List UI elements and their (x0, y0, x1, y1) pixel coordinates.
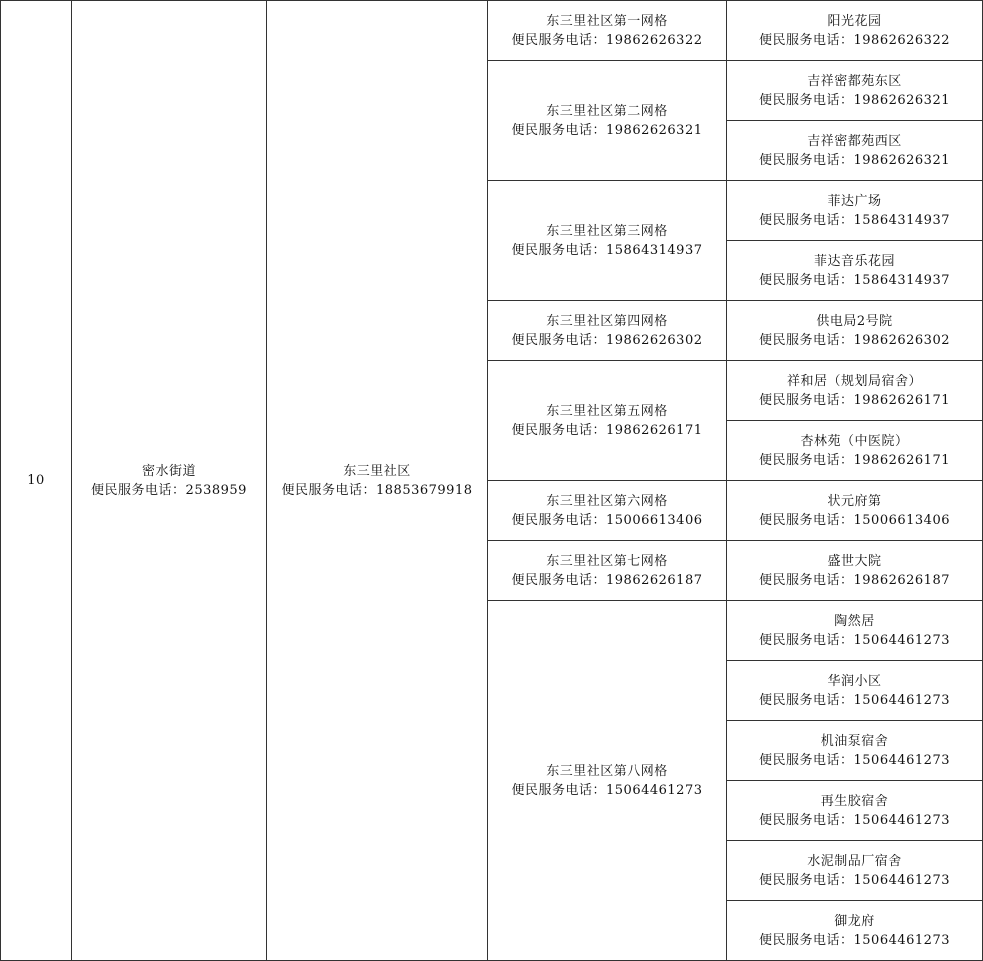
area-name: 杏林苑（中医院） (800, 433, 909, 449)
area-phone: 便民服务电话：19862626321 (759, 92, 950, 108)
grid-cell (488, 181, 727, 301)
area-name: 状元府第 (827, 493, 882, 509)
area-name: 吉祥密都苑西区 (807, 133, 902, 149)
area-phone: 便民服务电话：15064461273 (759, 752, 950, 768)
street-name: 密水街道 (141, 463, 196, 479)
area-phone: 便民服务电话：15006613406 (759, 512, 950, 528)
area-phone: 便民服务电话：19862626171 (759, 452, 950, 468)
area-name: 陶然居 (834, 613, 875, 629)
street-cell (72, 1, 267, 961)
area-name: 御龙府 (834, 913, 875, 929)
community-cell (267, 1, 488, 961)
grid-name: 东三里社区第五网格 (546, 403, 668, 419)
grid-name: 东三里社区第八网格 (546, 763, 668, 779)
area-phone: 便民服务电话：15864314937 (759, 272, 950, 288)
area-name: 再生胶宿舍 (820, 793, 889, 809)
area-cell (727, 541, 983, 601)
area-cell (727, 661, 983, 721)
grid-phone: 便民服务电话：19862626321 (511, 122, 703, 138)
area-cell (727, 1, 983, 61)
grid-name: 东三里社区第一网格 (546, 13, 668, 29)
grid-phone: 便民服务电话：15864314937 (511, 242, 703, 258)
table-row (1, 1, 983, 61)
area-name: 供电局2号院 (816, 313, 893, 329)
area-cell (727, 121, 983, 181)
grid-cell (488, 301, 727, 361)
area-phone: 便民服务电话：19862626171 (759, 392, 950, 408)
area-name: 盛世大院 (827, 553, 882, 569)
area-cell (727, 421, 983, 481)
area-phone: 便民服务电话：15064461273 (759, 812, 950, 828)
area-name: 华润小区 (827, 673, 882, 689)
area-phone: 便民服务电话：15064461273 (759, 872, 950, 888)
grid-cell (488, 1, 727, 61)
area-phone: 便民服务电话：19862626321 (759, 152, 950, 168)
area-phone: 便民服务电话：15064461273 (759, 692, 950, 708)
area-name: 吉祥密都苑东区 (807, 73, 902, 89)
grid-phone: 便民服务电话：19862626171 (511, 422, 703, 438)
street-phone: 便民服务电话：2538959 (91, 482, 247, 498)
area-name: 阳光花园 (827, 13, 882, 29)
area-cell (727, 181, 983, 241)
area-cell (727, 241, 983, 301)
grid-phone: 便民服务电话：15064461273 (511, 782, 703, 798)
grid-name: 东三里社区第七网格 (546, 553, 668, 569)
area-phone: 便民服务电话：19862626322 (759, 32, 950, 48)
area-cell (727, 361, 983, 421)
grid-cell (488, 541, 727, 601)
community-phone: 便民服务电话：18853679918 (281, 482, 473, 498)
area-name: 菲达音乐花园 (813, 253, 895, 269)
area-phone: 便民服务电话：19862626187 (759, 572, 950, 588)
area-phone: 便民服务电话：15064461273 (759, 632, 950, 648)
area-phone: 便民服务电话：15064461273 (759, 932, 950, 948)
area-cell (727, 301, 983, 361)
area-cell (727, 61, 983, 121)
area-name: 菲达广场 (827, 193, 882, 209)
area-name: 机油泵宿舍 (820, 733, 889, 749)
grid-cell (488, 361, 727, 481)
area-cell (727, 481, 983, 541)
area-cell (727, 721, 983, 781)
area-cell (727, 841, 983, 901)
grid-cell (488, 481, 727, 541)
grid-phone: 便民服务电话：19862626302 (511, 332, 703, 348)
area-cell (727, 601, 983, 661)
grid-phone: 便民服务电话：15006613406 (511, 512, 703, 528)
community-name: 东三里社区 (343, 463, 411, 479)
grid-name: 东三里社区第三网格 (546, 223, 668, 239)
row-number: 10 (27, 473, 45, 488)
grid-name: 东三里社区第四网格 (546, 313, 668, 329)
area-name: 祥和居（规划局宿舍） (786, 373, 922, 389)
grid-cell (488, 601, 727, 961)
area-cell (727, 781, 983, 841)
grid-name: 东三里社区第六网格 (546, 493, 668, 509)
area-phone: 便民服务电话：19862626302 (759, 332, 950, 348)
area-phone: 便民服务电话：15864314937 (759, 212, 950, 228)
area-cell (727, 901, 983, 961)
grid-name: 东三里社区第二网格 (546, 103, 668, 119)
row-number-cell (1, 1, 72, 961)
grid-phone: 便民服务电话：19862626322 (511, 32, 703, 48)
grid-phone: 便民服务电话：19862626187 (511, 572, 703, 588)
grid-cell (488, 61, 727, 181)
area-name: 水泥制品厂宿舍 (807, 853, 902, 869)
